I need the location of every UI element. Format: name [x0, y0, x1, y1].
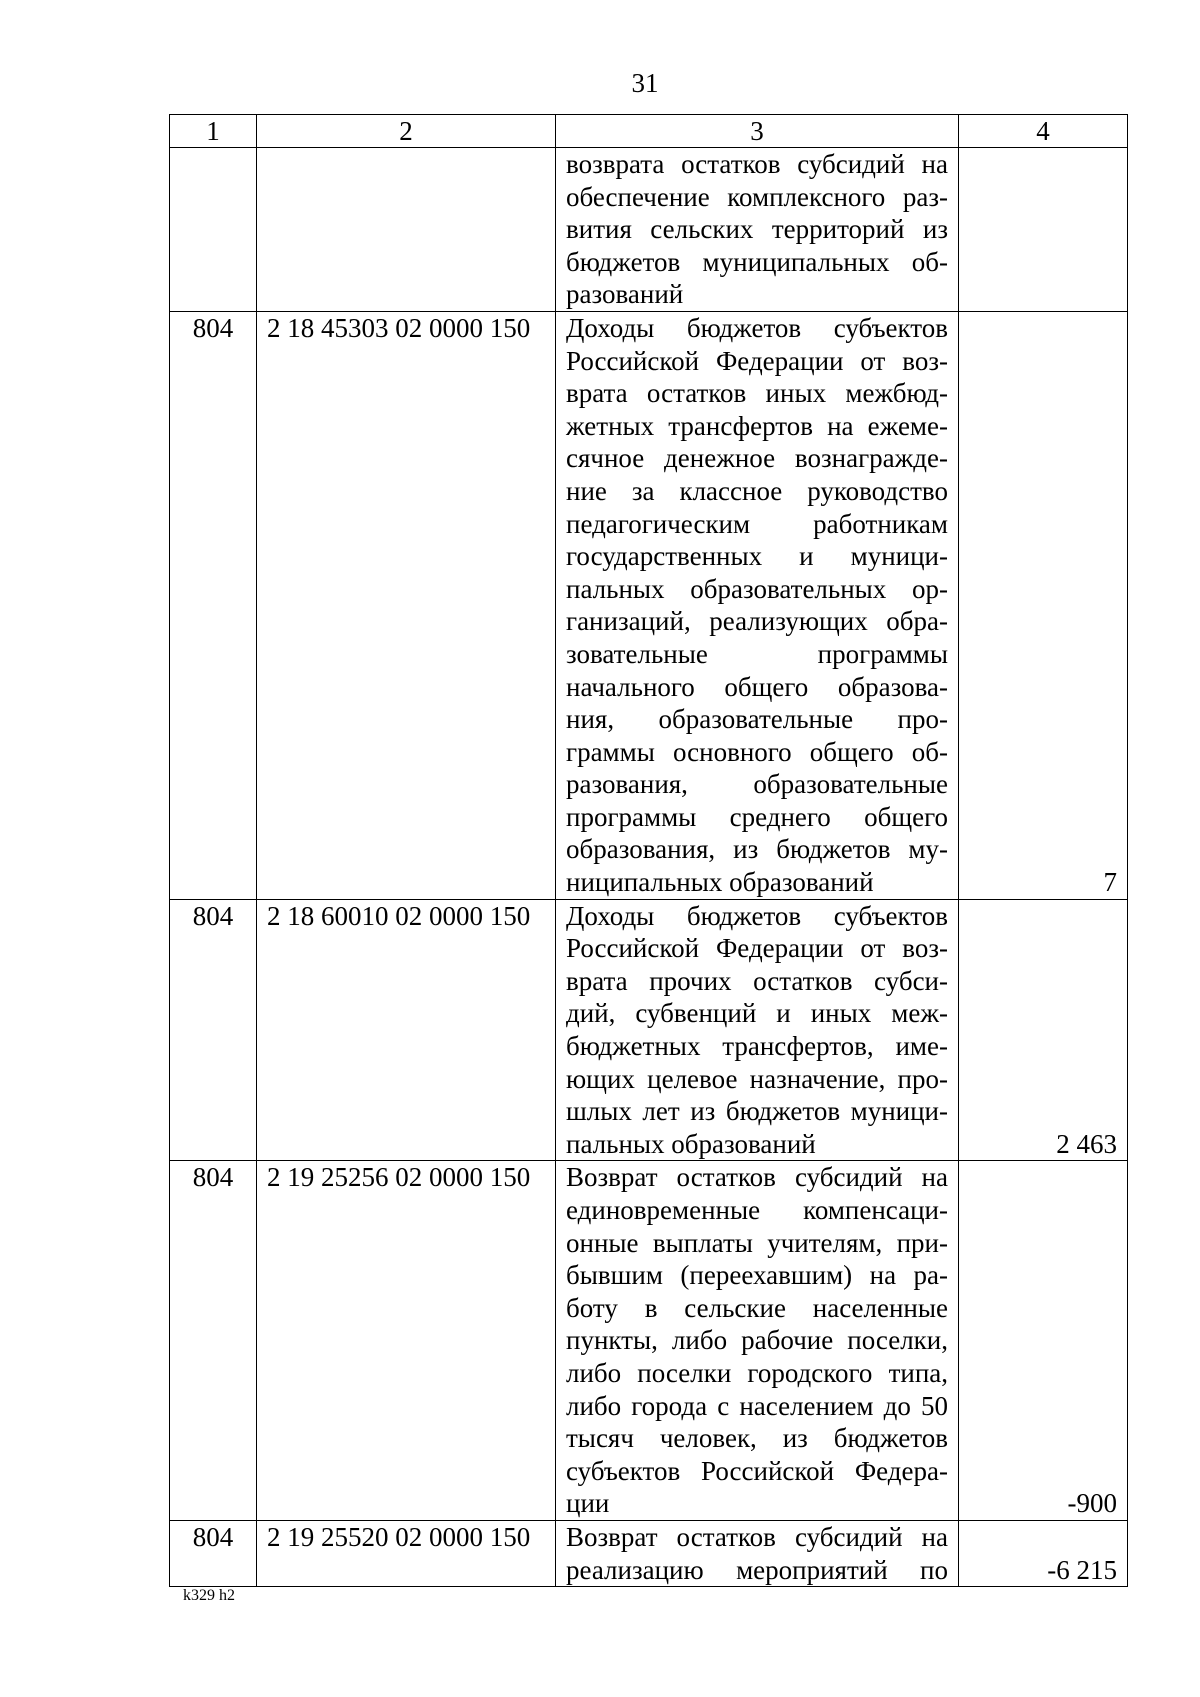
revenue-name-line: врата остатков иных межбюд-: [566, 378, 948, 409]
amount-cell: -6 215: [959, 1520, 1128, 1586]
admin-code-cell: 804: [170, 1161, 257, 1521]
column-header: 1: [170, 115, 257, 148]
revenue-name-line: программы среднего общего: [566, 801, 948, 832]
revenue-name-line: Российской Федерации от воз-: [566, 345, 948, 376]
column-header: 3: [556, 115, 959, 148]
table-row: [170, 899, 1128, 1161]
revenue-name-line: педагогическим работникам: [566, 508, 948, 539]
table-row: [170, 1161, 1128, 1521]
amount-cell: -900: [959, 1161, 1128, 1521]
revenue-name-line: Возврат остатков субсидий на: [566, 1162, 948, 1193]
table-row: [170, 311, 1128, 899]
table-row: [170, 148, 1128, 312]
revenue-name-line: врата прочих остатков субси-: [566, 965, 948, 996]
revenue-name-line: бывшим (переехавшим) на ра-: [566, 1260, 948, 1291]
revenue-name-line: зовательные программы: [566, 638, 948, 669]
admin-code-cell: [170, 148, 257, 312]
revenue-name-line: единовременные компенсаци-: [566, 1195, 948, 1225]
revenue-code-cell: 2 19 25256 02 0000 150: [257, 1161, 556, 1521]
footer-document-code: k329 h2: [183, 1587, 235, 1604]
revenue-name-line: боту в сельские населенные: [566, 1292, 948, 1323]
revenue-code-cell: [257, 148, 556, 312]
revenue-name-line: вития сельских территорий из: [566, 214, 948, 245]
revenue-name-line: шлых лет из бюджетов муници-: [566, 1096, 948, 1127]
amount-cell: 7: [959, 311, 1128, 899]
revenue-name-line: возврата остатков субсидий на: [566, 149, 948, 179]
revenue-code-cell: 2 18 45303 02 0000 150: [257, 311, 556, 899]
revenue-name-cell: [556, 1161, 959, 1521]
revenue-name-line: дий, субвенций и иных меж-: [566, 998, 948, 1029]
revenue-name-cell: [556, 311, 959, 899]
revenue-name-line: ния, образовательные про-: [566, 704, 948, 735]
revenue-name-line: Доходы бюджетов субъектов: [566, 900, 948, 931]
revenue-name-cell: [556, 899, 959, 1161]
revenue-name-line: жетных трансфертов на ежеме-: [566, 410, 948, 441]
revenue-name-line: пункты, либо рабочие поселки,: [566, 1325, 948, 1356]
revenue-name-line: пальных образований: [566, 1128, 816, 1159]
revenue-name-line: Возврат остатков субсидий на: [566, 1521, 948, 1552]
revenue-name-line: Российской Федерации от воз-: [566, 933, 948, 964]
revenue-name-line: государственных и муници-: [566, 541, 948, 572]
admin-code-cell: 804: [170, 1520, 257, 1586]
revenue-name-line: бюджетных трансфертов, име-: [566, 1031, 948, 1062]
revenue-name-line: разований: [566, 279, 684, 310]
revenue-name-line: начального общего образова-: [566, 671, 948, 702]
revenue-name-line: сячное денежное вознагражде-: [566, 443, 948, 474]
table-header-row: [170, 115, 1128, 148]
revenue-name-line: реализацию мероприятий по: [566, 1554, 948, 1585]
revenue-name-line: тысяч человек, из бюджетов: [566, 1423, 948, 1454]
amount-cell: 2 463: [959, 899, 1128, 1161]
revenue-name-line: Доходы бюджетов субъектов: [566, 312, 948, 343]
amount-cell: [959, 148, 1128, 312]
admin-code-cell: 804: [170, 311, 257, 899]
revenue-name-line: ющих целевое назначение, про-: [566, 1063, 948, 1094]
revenue-name-line: субъектов Российской Федера-: [566, 1455, 948, 1486]
revenue-name-line: пальных образовательных ор-: [566, 573, 948, 604]
revenue-name-line: либо города с населением до 50: [566, 1390, 948, 1421]
revenue-name-line: ции: [566, 1488, 610, 1519]
column-header: 4: [959, 115, 1128, 148]
column-header: 2: [257, 115, 556, 148]
revenue-code-cell: 2 19 25520 02 0000 150: [257, 1520, 556, 1586]
admin-code-cell: 804: [170, 899, 257, 1161]
revenue-name-line: либо поселки городского типа,: [566, 1357, 948, 1388]
revenue-name-line: онные выплаты учителям, при-: [566, 1227, 948, 1258]
revenue-name-cell: [556, 1520, 959, 1586]
table-row: [170, 1520, 1128, 1586]
revenue-name-line: образования, из бюджетов му-: [566, 834, 948, 865]
revenue-name-line: бюджетов муниципальных об-: [566, 246, 948, 277]
revenue-name-line: разования, образовательные: [566, 769, 948, 800]
revenue-name-line: ниципальных образований: [566, 867, 874, 898]
revenue-name-line: ганизаций, реализующих обра-: [566, 606, 948, 637]
revenue-name-line: ние за классное руководство: [566, 475, 948, 506]
revenue-name-cell: [556, 148, 959, 312]
revenue-name-line: граммы основного общего об-: [566, 736, 948, 767]
revenue-name-line: обеспечение комплексного раз-: [566, 181, 948, 212]
page-number: 31: [631, 68, 659, 98]
revenue-code-cell: 2 18 60010 02 0000 150: [257, 899, 556, 1161]
budget-revenue-table: [169, 114, 1128, 1587]
